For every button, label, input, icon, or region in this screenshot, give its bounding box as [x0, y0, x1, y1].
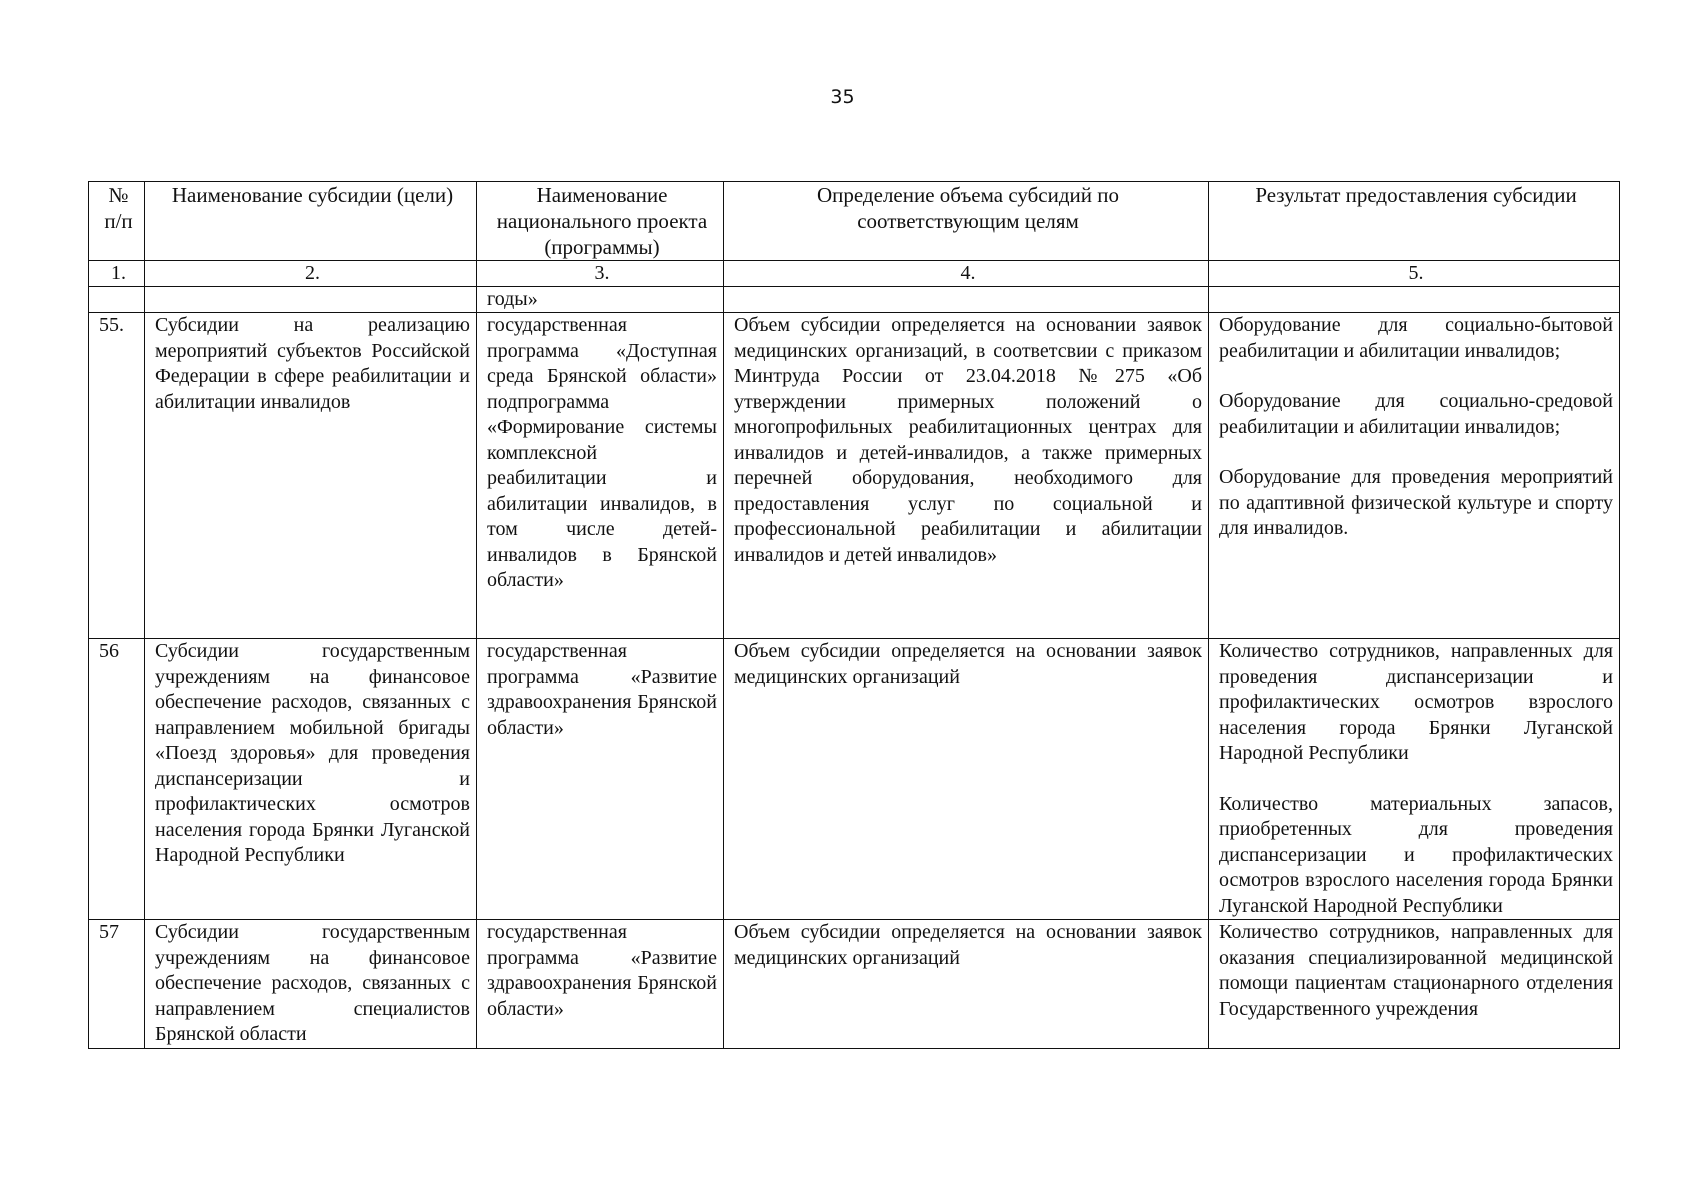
program-name: государственная программа «Развитие здравоохранения Брянской области» [477, 639, 724, 920]
row-number: 57 [89, 920, 145, 1049]
volume-definition: Объем субсидии определяется на основании заявок медицинских организаций, в соответсвии с приказом Минтруда России от 23.04.2018 №275 «Об утверждении примерных положений о многопрофильных реабилитационных центрах для инвалидов и детей-инвалидов, а также примерных перечней оборудования, необходимого для предоставления услуг по социальной и профессиональной реабилитации и абилитации инвалидов и детей инвалидов» [724, 313, 1209, 639]
result-cell [1209, 313, 1620, 639]
header-project-name: Наименование национального проекта (программы) [477, 182, 724, 261]
table-row [89, 639, 1620, 920]
volume-definition: Объем субсидии определяется на основании заявок медицинских организаций [724, 639, 1209, 920]
result-item: Количество сотрудников, направленных для проведения диспансеризации и профилактических осмотров взрослого населения города Брянки Луганской Народной Республики [1219, 640, 1613, 764]
table-cell [145, 287, 477, 313]
row-number: 55. [89, 313, 145, 639]
column-number: 4. [724, 261, 1209, 287]
page-number: 35 [830, 86, 855, 108]
header-number: № п/п [89, 182, 145, 261]
result-item: Оборудование для социально-средовой реабилитации и абилитации инвалидов; [1219, 390, 1613, 438]
subsidy-name: Субсидии государственным учреждениям на финансовое обеспечение расходов, связанных с направлением мобильной бригады «Поезд здоровья» для проведения диспансеризации и профилактических осмотров населения города Брянки Луганской Народной Республики [145, 639, 477, 920]
column-number: 3. [477, 261, 724, 287]
result-item: Количество сотрудников, направленных для оказания специализированной медицинской помощи пациентам стационарного отделения Государственного учреждения [1219, 921, 1613, 1020]
result-item: Оборудование для проведения мероприятий по адаптивной физической культуре и спорту для инвалидов. [1219, 466, 1613, 539]
volume-definition: Объем субсидии определяется на основании заявок медицинских организаций [724, 920, 1209, 1049]
table-cell [89, 287, 145, 313]
program-name: государственная программа «Доступная среда Брянской области» подпрограмма «Формирование системы комплексной реабилитации и абилитации инвалидов, в том числе детей-инвалидов в Брянской области» [477, 313, 724, 639]
subsidy-name: Субсидии на реализацию мероприятий субъектов Российской Федерации в сфере реабилитации и абилитации инвалидов [145, 313, 477, 639]
column-number: 2. [145, 261, 477, 287]
result-cell [1209, 920, 1620, 1049]
table-cell [1209, 287, 1620, 313]
result-item: Количество материальных запасов, приобретенных для проведения диспансеризации и профилактических осмотров взрослого населения города Брянки Луганской Народной Республики [1219, 792, 1613, 917]
subsidy-name: Субсидии государственным учреждениям на финансовое обеспечение расходов, связанных с направлением специалистов Брянской области [145, 920, 477, 1049]
continuation-text: годы» [477, 287, 724, 313]
column-number: 5. [1209, 261, 1620, 287]
subsidy-table [88, 181, 1620, 1049]
row-number: 56 [89, 639, 145, 920]
result-item: Оборудование для социально-бытовой реабилитации и абилитации инвалидов; [1219, 314, 1613, 362]
table-row [89, 313, 1620, 639]
header-volume-definition: Определение объема субсидий по соответствующим целям [724, 182, 1209, 261]
result-cell [1209, 639, 1620, 920]
table-header-row [89, 182, 1620, 261]
column-number: 1. [89, 261, 145, 287]
continuation-row [89, 287, 1620, 313]
header-subsidy-name: Наименование субсидии (цели) [145, 182, 477, 261]
program-name: государственная программа «Развитие здравоохранения Брянской области» [477, 920, 724, 1049]
table-row [89, 920, 1620, 1049]
table-cell [724, 287, 1209, 313]
column-numbers-row [89, 261, 1620, 287]
header-result: Результат предоставления субсидии [1209, 182, 1620, 261]
